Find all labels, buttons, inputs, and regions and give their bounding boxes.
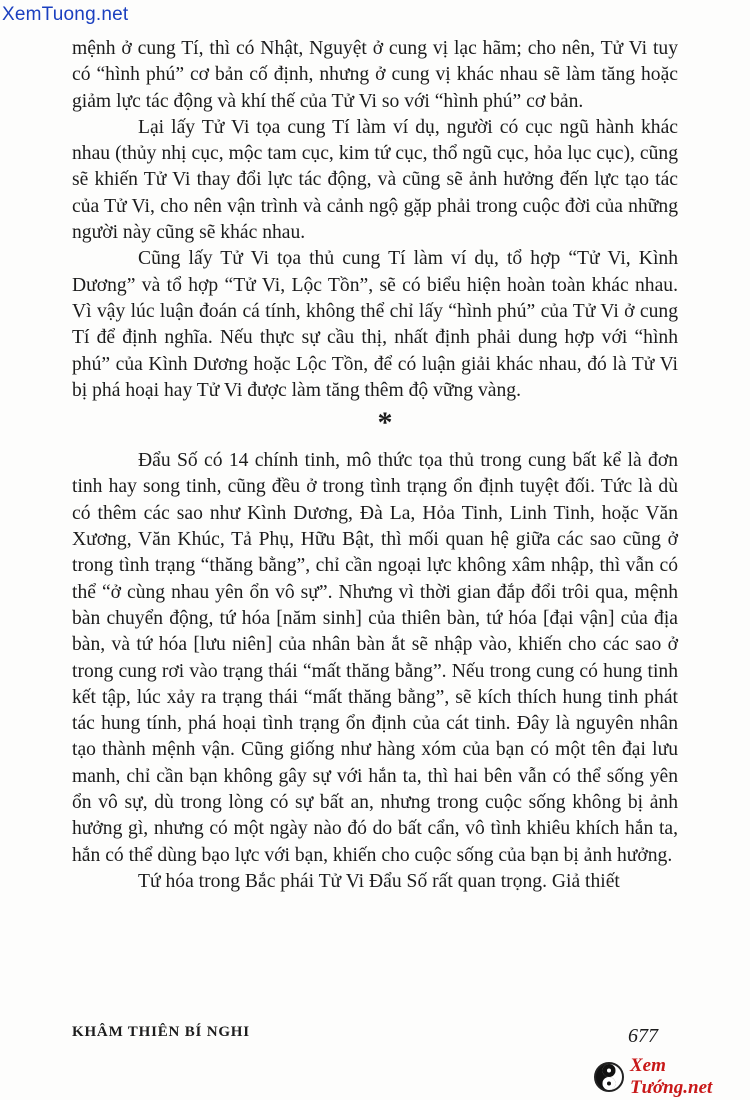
body-text bbox=[72, 36, 678, 895]
paragraph-5: Tứ hóa trong Bắc phái Tử Vi Đẩu Số rất quan trọng. Giả thiết bbox=[138, 870, 620, 892]
watermark-logo-bottom[interactable] bbox=[594, 1055, 750, 1098]
section-separator: * bbox=[377, 406, 393, 440]
paragraph-4: Đẩu Số có 14 chính tinh, mô thức tọa thủ trong cung bất kể là đơn tinh hay song tinh, cũng đều ở trong tình trạng ổn định tuyệt đối. Tức là dù có thêm các sao như Kình Dương, Đà La, Hỏa Tinh, Linh Tinh, hoặc Văn Xương, Văn Khúc, Tả Phụ, Hữu Bật, thì mối quan hệ giữa các sao cũng ở trong tình trạng “thăng bằng”, chỉ cần ngoại lực không xâm nhập, thì vẫn có thể “ở cùng nhau yên ổn vô sự”. Nhưng vì thời gian đắp đổi trôi qua, mệnh bàn chuyển động, tứ hóa [năm sinh] của thiên bàn, tứ hóa [đại vận] của địa bàn, và tứ hóa [lưu niên] của nhân bàn ắt sẽ nhập vào, khiến cho các sao ở trong cung rơi vào trạng thái “mất thăng bằng”. Nếu trong cung có hung tinh kết tập, lúc xảy ra trạng thái “mất thăng bằng”, sẽ kích thích hung tinh phát tác hung tính, phá hoại tình trạng ổn định của cát tinh. Đây là nguyên nhân tạo thành mệnh vận. Cũng giống như hàng xóm của bạn có một tên đại lưu manh, chỉ cần bạn không gây sự với hắn ta, thì hai bên vẫn có thể sống yên ổn vô sự, dù trong lòng có sự bất an, nhưng trong cuộc sống không bị ảnh hưởng gì, nhưng có một ngày nào đó do bất cẩn, vô tình khiêu khích hắn ta, hắn có thể dùng bạo lực với bạn, khiến cho cuộc sống của bạn bị ảnh hưởng. bbox=[72, 450, 678, 866]
watermark-logo-bottom-text: Xem Tướng.net bbox=[630, 1055, 713, 1098]
page-number: 677 bbox=[628, 1025, 658, 1047]
paragraph-3: Cũng lấy Tử Vi tọa thủ cung Tí làm ví dụ, tổ hợp “Tử Vi, Kình Dương” và tổ hợp “Tử Vi, Lộc Tồn”, sẽ có biểu hiện hoàn toàn khác nhau. Vì vậy lúc luận đoán cá tính, không thể chỉ lấy “hình phú” của Tử Vi ở cung Tí để định nghĩa. Nếu thực sự cầu thị, nhất định phải dung hợp với “hình phú” của Kình Dương hoặc Lộc Tồn, để có luận giải khác nhau, đó là Tử Vi bị phá hoại hay Tử Vi được làm tăng thêm độ vững vàng. bbox=[72, 248, 678, 401]
footer-book-title: KHÂM THIÊN BÍ NGHI bbox=[72, 1024, 250, 1040]
paragraph-1: mệnh ở cung Tí, thì có Nhật, Nguyệt ở cung vị lạc hãm; cho nên, Tử Vi tuy có “hình phú” cơ bản cố định, nhưng ở cung vị khác nhau sẽ làm tăng hoặc giảm lực tác động và khí thế của Tử Vi so với “hình phú” cơ bản. bbox=[72, 38, 678, 112]
paragraph-2: Lại lấy Tử Vi tọa cung Tí làm ví dụ, người có cục ngũ hành khác nhau (thủy nhị cục, mộc tam cục, kim tứ cục, thổ ngũ cục, hỏa lục cục), cũng sẽ khiến Tử Vi thay đổi lực tác động, và cũng sẽ ảnh hưởng đến lực tạo tác của Tử Vi, cho nên vận trình và cảnh ngộ gặp phải trong cuộc đời của những người này cũng sẽ khác nhau. bbox=[72, 116, 678, 244]
yin-yang-icon bbox=[594, 1062, 624, 1092]
watermark-logo-top[interactable]: XemTuong.net bbox=[2, 4, 129, 25]
